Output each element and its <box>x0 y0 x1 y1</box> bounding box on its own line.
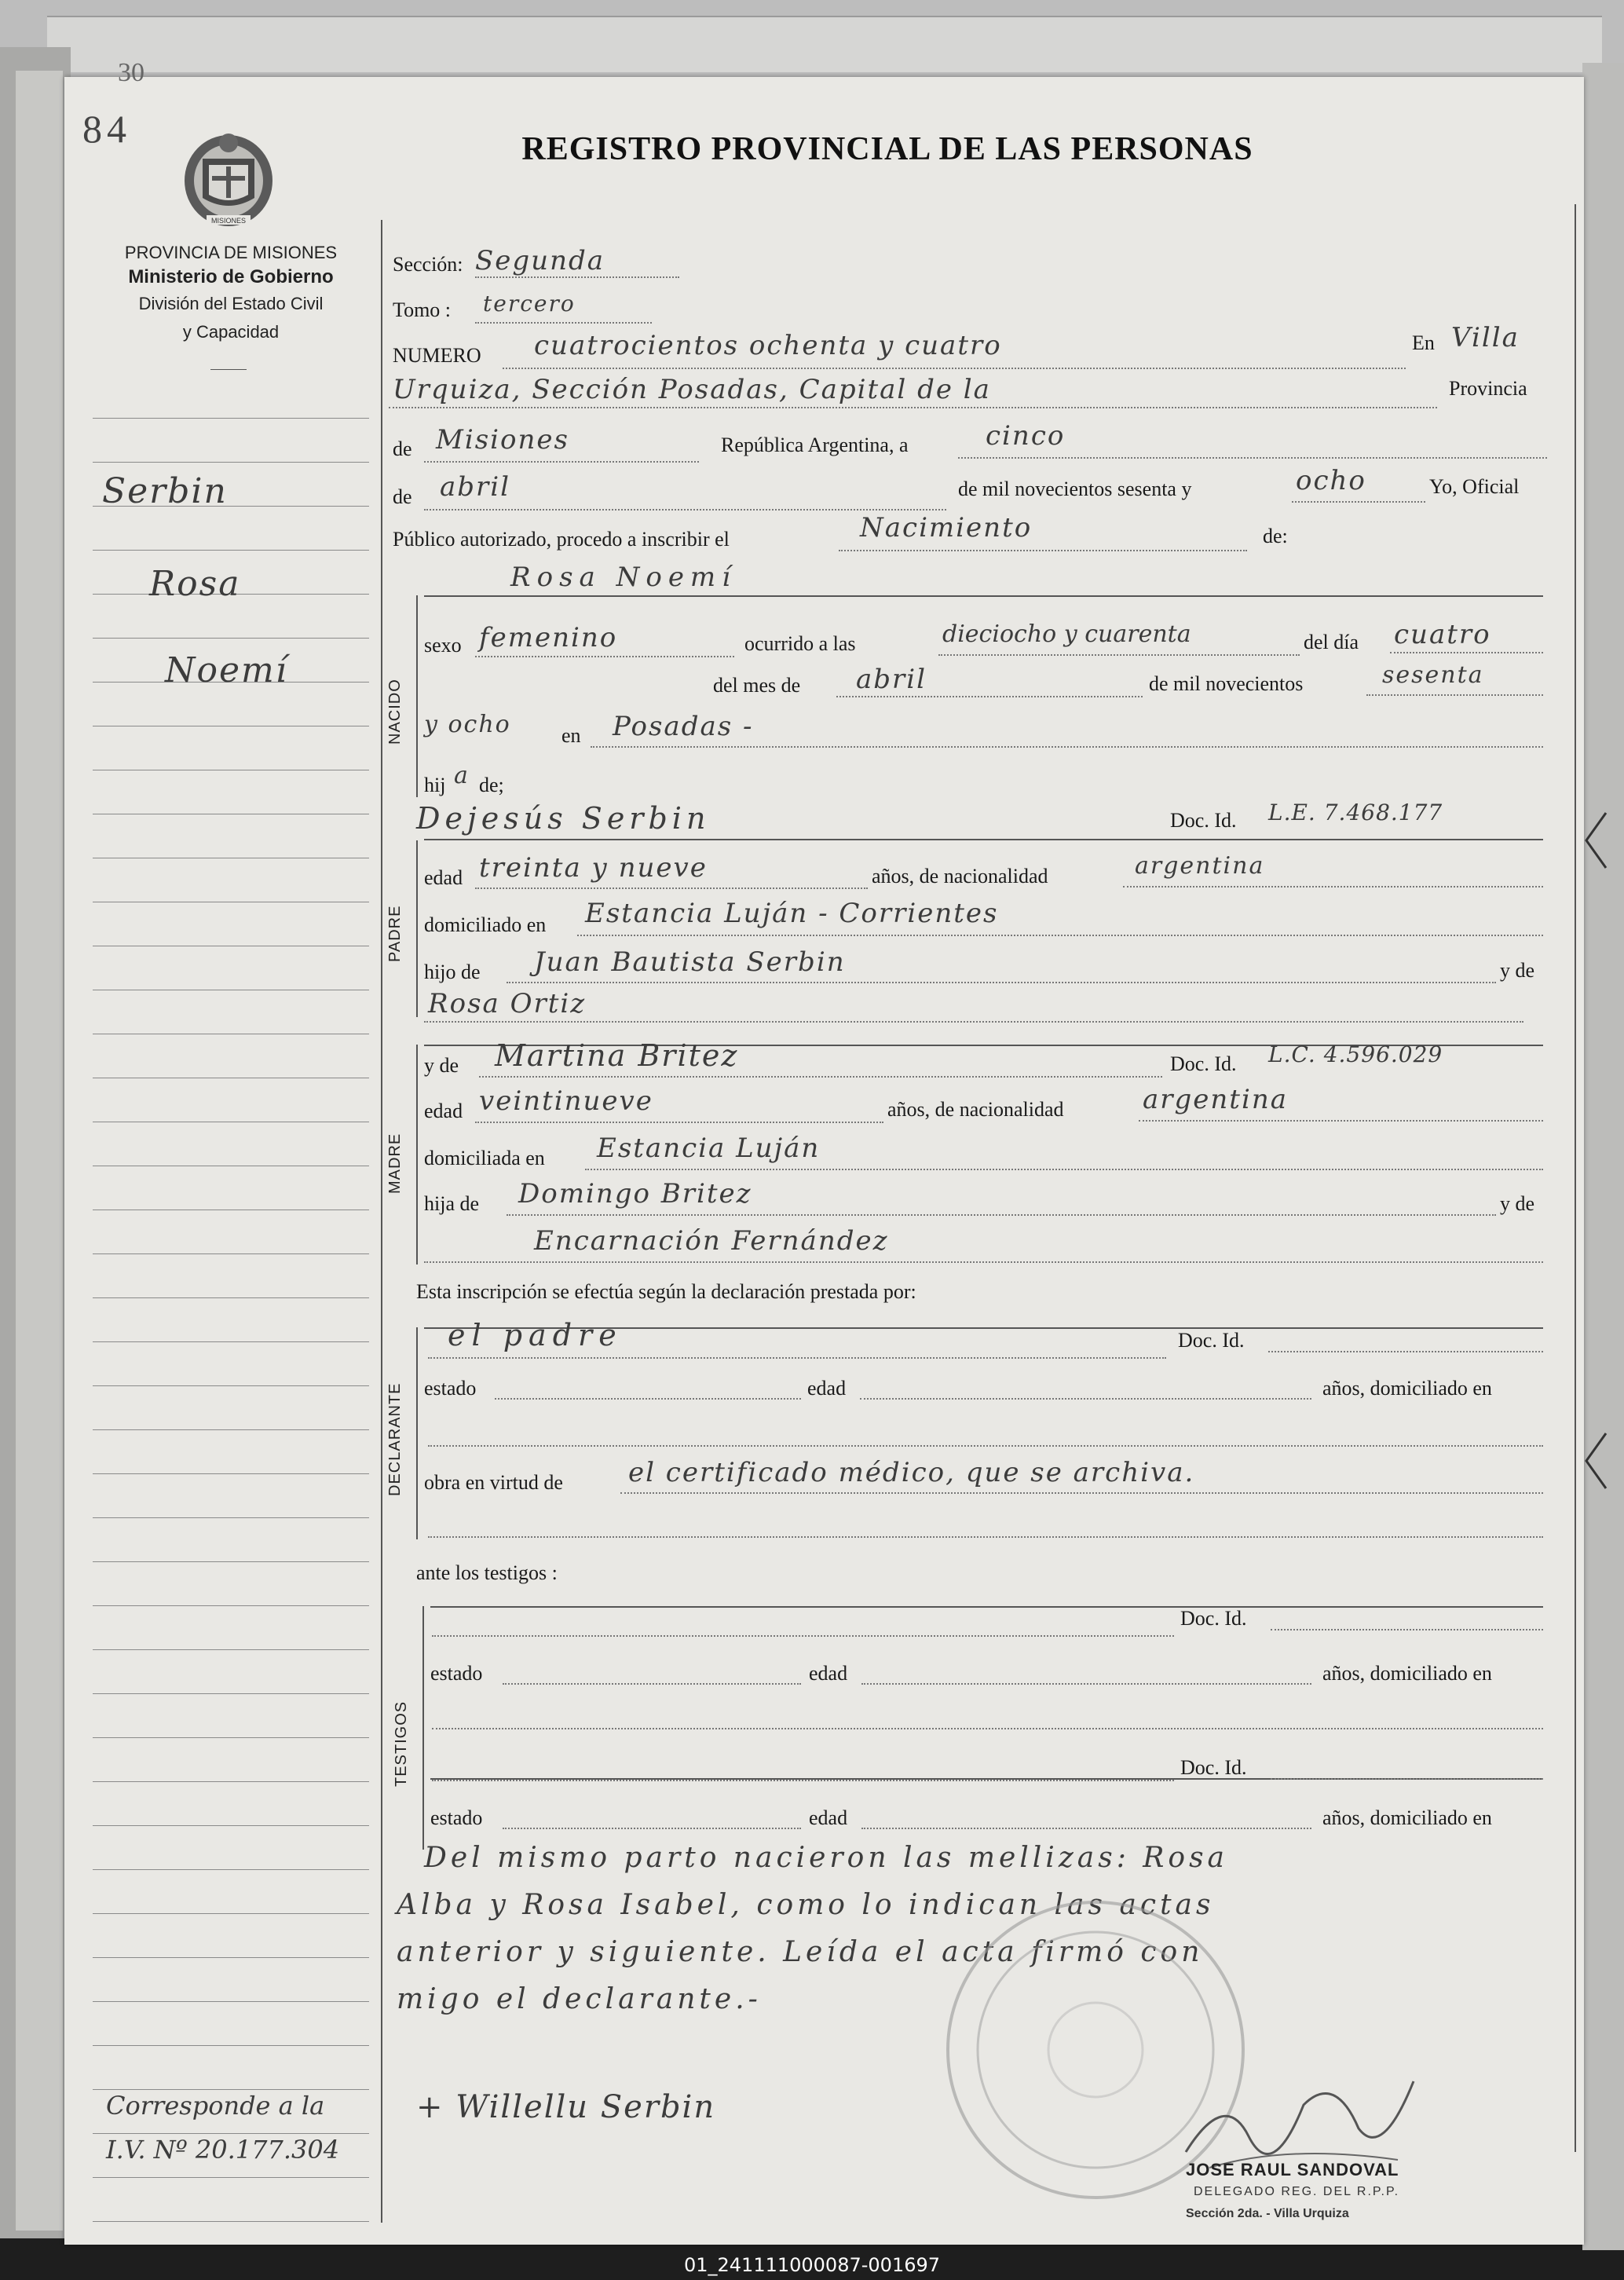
madre-dom-label: domiciliada en <box>424 1147 545 1169</box>
margin-name-2: Noemí <box>165 650 288 690</box>
testigo2-doc-label: Doc. Id. <box>1180 1756 1247 1779</box>
madre-edad-value: veintinueve <box>479 1085 653 1117</box>
office-capacity: y Capacidad <box>182 322 280 342</box>
provincia-value: Misiones <box>436 424 569 456</box>
lugar-value: Posadas - <box>613 711 754 742</box>
declarante-signature: + Willellu Serbin <box>416 2089 716 2125</box>
declarante-label: DECLARANTE <box>386 1382 404 1496</box>
en-label: En <box>1412 331 1435 354</box>
margin-name-1: Rosa <box>149 564 241 604</box>
dia-label: del día <box>1304 631 1359 653</box>
madre-bracket <box>416 1045 418 1264</box>
sexo-label: sexo <box>424 634 462 657</box>
madre-nac-value: argentina <box>1143 1084 1289 1115</box>
testigo1-anios-label: años, domiciliado en <box>1322 1662 1492 1685</box>
background-page-underneath <box>47 16 1602 72</box>
padre-hijo-label: hijo de <box>424 961 481 983</box>
dia-value: cuatro <box>1394 619 1491 650</box>
declarante-edad-label: edad <box>807 1377 847 1400</box>
declarante-nombre: el padre <box>448 1318 623 1352</box>
declarante-intro: Esta inscripción se efectúa según la declaración prestada por: <box>416 1280 916 1303</box>
testigo2-anios-label: años, domiciliado en <box>1322 1806 1492 1829</box>
mes-label: del mes de <box>713 674 801 697</box>
office-ministry: Ministerio de Gobierno <box>128 266 334 287</box>
madre-hija-value: Domingo Britez <box>518 1178 752 1210</box>
hij-de-label: de; <box>479 774 504 796</box>
acto-value: Nacimiento <box>860 512 1033 543</box>
yo-label: Yo, Oficial <box>1429 475 1520 498</box>
testigo2-edad-label: edad <box>809 1806 848 1829</box>
location-value: Urquiza, Sección Posadas, Capital de la <box>393 374 991 405</box>
image-caption: 01_241111000087-001697 <box>0 2250 1624 2280</box>
declarante-anios-label: años, domiciliado en <box>1322 1377 1492 1400</box>
publico-label: Público autorizado, procedo a inscribir el <box>393 528 730 551</box>
binding-mark-icon <box>1578 809 1610 872</box>
provincial-seal-icon <box>179 127 278 229</box>
madre-hija-label: hija de <box>424 1192 480 1215</box>
padre-doc-value: L.E. 7.468.177 <box>1268 800 1443 825</box>
testigo1-edad-label: edad <box>809 1662 848 1685</box>
right-border <box>1575 204 1576 2152</box>
fecha-dia: cinco <box>986 420 1066 452</box>
oficial-title: DELEGADO REG. DEL R.P.P. <box>1194 2185 1400 2198</box>
page-number: 84 <box>82 107 131 151</box>
padre-dom-label: domiciliado en <box>424 913 547 936</box>
madre-nac-label: años, de nacionalidad <box>887 1098 1064 1121</box>
padre-dom-value: Estancia Luján - Corrientes <box>585 898 999 929</box>
padre-nac-value: argentina <box>1135 852 1265 880</box>
sexo-value: femenino <box>479 622 618 653</box>
de3-label: de: <box>1263 525 1288 547</box>
seccion-value: Segunda <box>475 245 605 276</box>
republica-label: República Argentina, a <box>721 434 909 456</box>
madre-yde2-label: y de <box>1500 1192 1535 1215</box>
hora-value: dieciocho y cuarenta <box>942 620 1191 648</box>
madre-madre-value: Encarnación Fernández <box>534 1225 889 1257</box>
padre-madre-value: Rosa Ortiz <box>428 988 587 1019</box>
oficial-section: Sección 2da. - Villa Urquiza <box>1186 2207 1349 2220</box>
nacido-label: NACIDO <box>386 679 404 745</box>
madre-doc-value: L.C. 4.596.029 <box>1268 1041 1443 1067</box>
nota-line-3: anterior y siguiente. Leída el acta firmó con <box>397 1936 1204 1968</box>
tomo-value: tercero <box>483 291 576 317</box>
nacido-bracket <box>416 595 418 797</box>
background-right-pages <box>1582 63 1624 2254</box>
testigos-bracket <box>422 1606 424 1850</box>
nota-line-4: migo el declarante.- <box>397 1983 762 2015</box>
testigo2-estado-label: estado <box>430 1806 483 1829</box>
official-signature-icon <box>1178 2058 1429 2176</box>
mes-value: abril <box>440 471 511 503</box>
madre-edad-label: edad <box>424 1100 463 1122</box>
anio-value: ocho <box>1296 465 1366 496</box>
de2-label: de <box>393 485 412 508</box>
nacido-nombre: Rosa Noemí <box>510 562 737 593</box>
mil-label: de mil novecientos sesenta y <box>958 478 1192 500</box>
mil2-label: de mil novecientos <box>1149 672 1304 695</box>
binding-mark-icon <box>1578 1429 1610 1492</box>
padre-edad-label: edad <box>424 866 463 889</box>
background-left-page-edge <box>16 71 63 2231</box>
nota-line-1: Del mismo parto nacieron las mellizas: Rosa <box>424 1842 1229 1874</box>
hij-label: hij <box>424 774 446 796</box>
declarante-estado-label: estado <box>424 1377 477 1400</box>
en-value: Villa <box>1451 322 1520 353</box>
ocurrido-label: ocurrido a las <box>744 632 856 655</box>
padre-nac-label: años, de nacionalidad <box>872 865 1048 887</box>
padre-yde-label: y de <box>1500 959 1535 982</box>
oficial-name: JOSE RAUL SANDOVAL <box>1186 2160 1399 2179</box>
seccion-label: Sección: <box>393 253 463 276</box>
nacido-anio2-value: y ocho <box>424 711 511 738</box>
nota-line-2: Alba y Rosa Isabel, como lo indican las actas <box>397 1889 1215 1921</box>
numero-label: NUMERO <box>393 344 481 367</box>
padre-hijo-value: Juan Bautista Serbin <box>534 946 846 978</box>
madre-doc-label: Doc. Id. <box>1170 1052 1237 1075</box>
de-label: de <box>393 437 412 460</box>
madre-nombre: Martina Britez <box>495 1038 739 1073</box>
office-division: División del Estado Civil <box>138 294 324 313</box>
provincia-label: Provincia <box>1449 377 1527 400</box>
declarante-doc-label: Doc. Id. <box>1178 1329 1245 1352</box>
nacido-mes-value: abril <box>856 664 927 695</box>
office-province: PROVINCIA DE MISIONES <box>124 243 338 262</box>
page-title: REGISTRO PROVINCIAL DE LAS PERSONAS <box>521 131 1253 167</box>
top-page-number: 30 <box>118 58 144 87</box>
en-lugar-label: en <box>561 724 581 747</box>
nacido-anio-value: sesenta <box>1382 661 1484 689</box>
margin-surname: Serbin <box>102 471 228 511</box>
madre-label: MADRE <box>386 1133 404 1194</box>
tomo-label: Tomo : <box>393 298 452 321</box>
seal-text: MISIONES <box>210 217 247 225</box>
testigo1-doc-label: Doc. Id. <box>1180 1607 1247 1630</box>
declarante-obra-value: el certificado médico, que se archiva. <box>628 1457 1195 1488</box>
padre-bracket <box>416 840 418 1017</box>
testigo1-estado-label: estado <box>430 1662 483 1685</box>
testigos-intro: ante los testigos : <box>416 1561 558 1584</box>
testigos-label: TESTIGOS <box>393 1700 410 1787</box>
padre-label: PADRE <box>386 905 404 962</box>
padre-doc-label: Doc. Id. <box>1170 809 1237 832</box>
hij-value: a <box>454 762 470 789</box>
margin-correspondence-2: I.V. Nº 20.177.304 <box>106 2135 340 2165</box>
margin-divider <box>381 220 382 2223</box>
padre-nombre: Dejesús Serbin <box>416 801 711 836</box>
madre-dom-value: Estancia Luján <box>597 1133 821 1164</box>
office-divider <box>210 369 247 370</box>
margin-correspondence-1: Corresponde a la <box>106 2091 325 2121</box>
declarante-bracket <box>416 1327 418 1539</box>
padre-edad-value: treinta y nueve <box>479 852 708 884</box>
numero-value: cuatrocientos ochenta y cuatro <box>534 330 1002 361</box>
declarante-obra-label: obra en virtud de <box>424 1471 563 1494</box>
madre-yde-label: y de <box>424 1054 459 1077</box>
